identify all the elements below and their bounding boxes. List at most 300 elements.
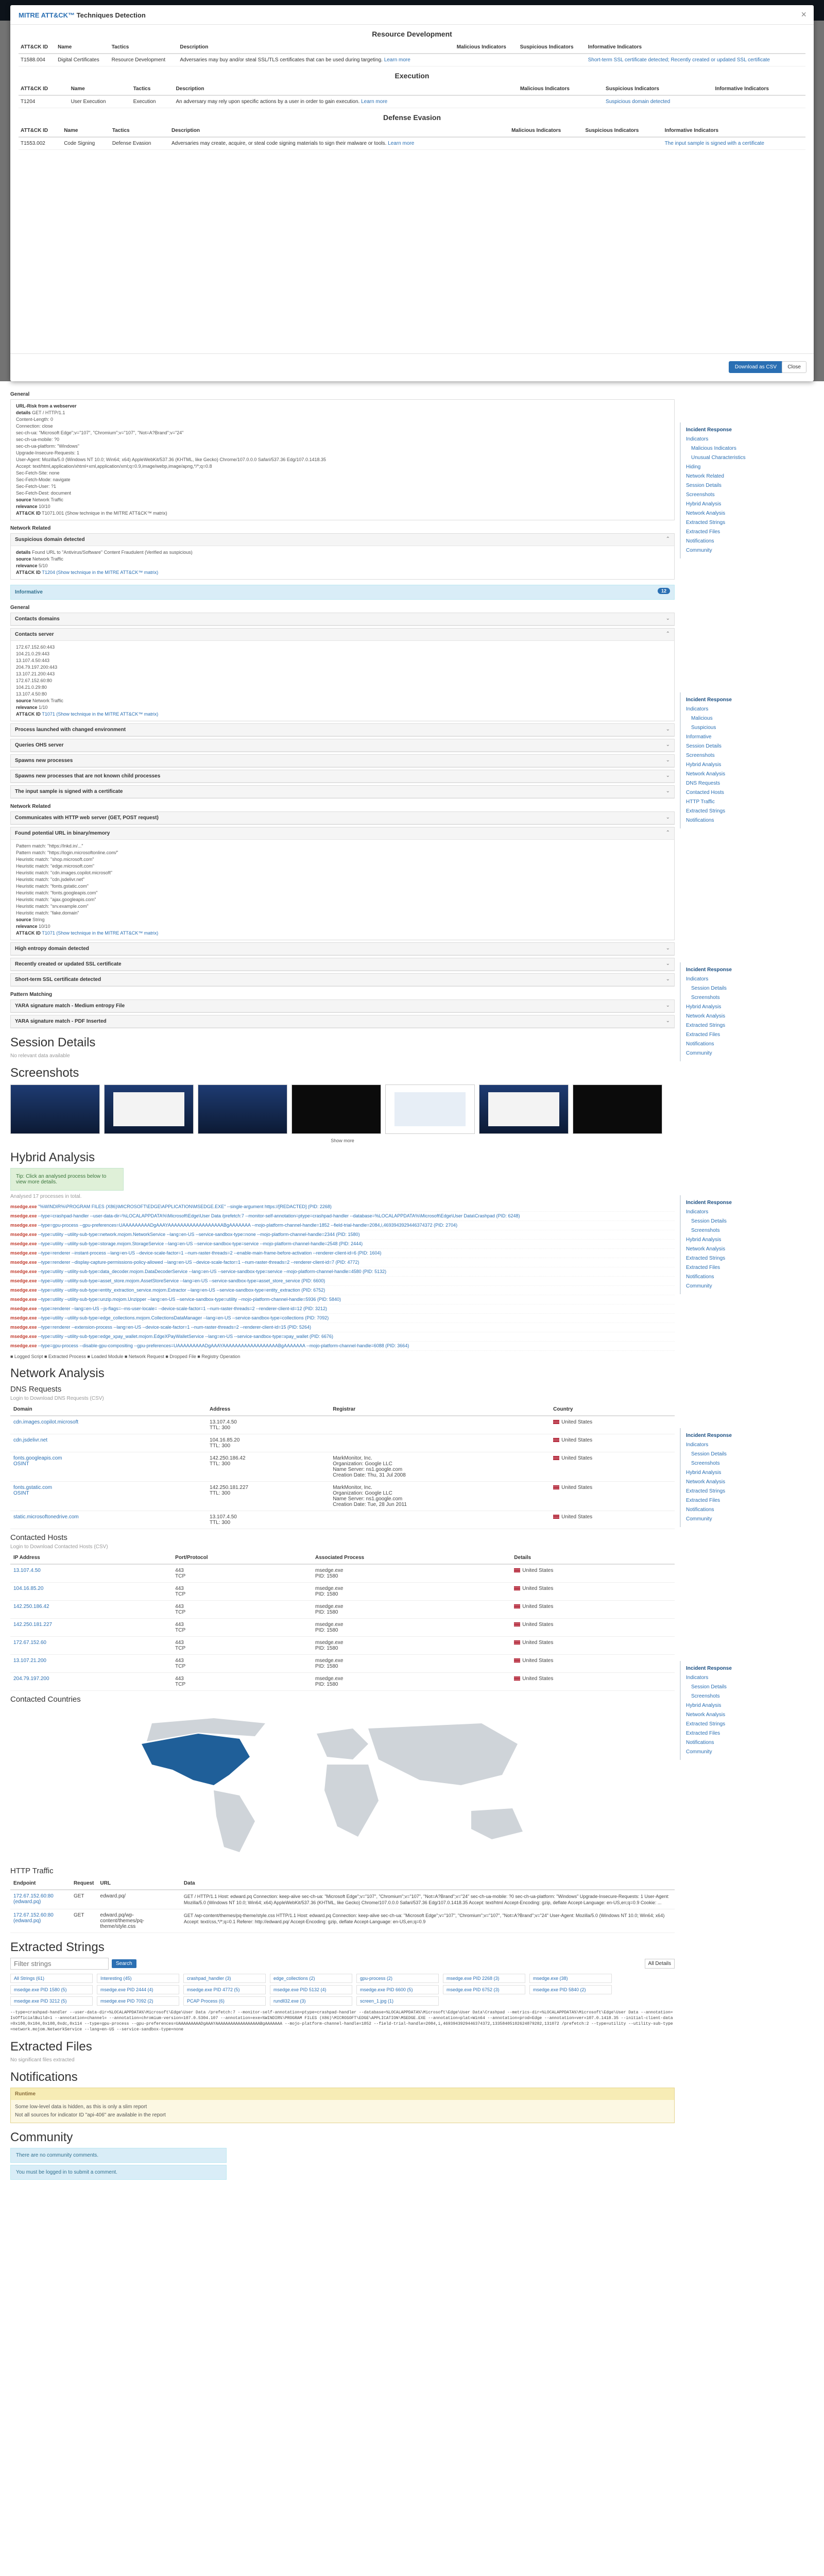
process-line[interactable]: [10, 1267, 675, 1277]
sidebar-nav-item[interactable]: Hiding: [686, 464, 701, 470]
table-cell[interactable]: 204.79.197.200: [10, 1673, 172, 1691]
technique-row: [19, 54, 805, 66]
flag-icon: [514, 1586, 520, 1590]
notification-line: Some low-level data is hidden, as this is only a slim report: [15, 2104, 147, 2110]
sidebar-nav-item[interactable]: Session Details: [691, 1218, 727, 1224]
session-empty: No relevant data available: [10, 1053, 70, 1059]
sidebar-nav-item[interactable]: Network Related: [686, 473, 724, 479]
sidebar-nav-item[interactable]: Session Details: [691, 986, 727, 991]
chevron-up-icon: ⌃: [665, 830, 670, 836]
server-ip: 13.107.21.200:443: [16, 671, 55, 676]
indicator-mal[interactable]: [509, 137, 583, 150]
process-line[interactable]: [10, 1314, 675, 1323]
process-name[interactable]: msedge.exe: [10, 1269, 37, 1274]
sidebar-nav-item[interactable]: Extracted Files: [686, 1265, 720, 1270]
process-line[interactable]: [10, 1286, 675, 1295]
general-row: Connection: close: [16, 423, 53, 429]
process-line[interactable]: [10, 1258, 675, 1267]
indicator-panel[interactable]: [10, 942, 675, 956]
string-chip[interactable]: All Strings (61): [10, 1974, 93, 1983]
sidebar-nav-item[interactable]: Indicators: [686, 1442, 709, 1448]
sidebar-nav-item[interactable]: Hybrid Analysis: [686, 1004, 722, 1010]
sidebar-nav-block: [680, 1661, 814, 1760]
table-cell: United States: [511, 1601, 675, 1619]
table-cell[interactable]: 172.67.152.60: [10, 1637, 172, 1655]
sidebar-nav-item[interactable]: Hybrid Analysis: [686, 1237, 722, 1243]
string-chip[interactable]: msedge.exe (38): [529, 1974, 612, 1983]
general-row: URL-Risk from a webserver: [16, 403, 77, 409]
sidebar-nav-item[interactable]: Extracted Files: [686, 1032, 720, 1038]
string-chip[interactable]: msedge.exe PID 6600 (5): [356, 1985, 439, 1994]
table-cell[interactable]: cdn.jsdelivr.net: [10, 1434, 207, 1452]
server-ip: 13.107.4.50:443: [16, 658, 50, 663]
table-cell: 142.250.186.42 TTL: 300: [207, 1452, 330, 1482]
fu-attck-link[interactable]: T1071 (Show technique in the MITRE ATT&CK™ matrix): [42, 930, 159, 936]
sidebar-nav-item[interactable]: Community: [686, 1749, 712, 1755]
learn-more-link[interactable]: Learn more: [384, 57, 410, 63]
url-match: Pattern match: "https://login.microsoftonline.com/": [16, 850, 118, 855]
sidebar-nav-item[interactable]: Notifications: [686, 818, 714, 823]
sidebar-nav-item[interactable]: Hybrid Analysis: [686, 762, 722, 768]
indicator-sus[interactable]: [583, 137, 662, 150]
sidebar-nav-item[interactable]: Extracted Strings: [686, 520, 726, 526]
sidebar-nav-item[interactable]: Contacted Hosts: [686, 790, 724, 795]
sidebar-nav-item[interactable]: Unusual Characteristics: [691, 455, 746, 461]
sidebar-nav-item[interactable]: Screenshots: [691, 995, 720, 1001]
table-header: Tactics: [110, 41, 178, 54]
learn-more-link[interactable]: Learn more: [388, 141, 415, 146]
chevron-down-icon: ⌄: [665, 945, 670, 951]
sidebar-nav-item[interactable]: Indicators: [686, 706, 709, 712]
sidebar-nav-item[interactable]: Malicious Indicators: [691, 446, 736, 451]
table-row: [10, 1482, 675, 1511]
process-cmd: --type=utility --utility-sub-type=entity_extraction_service.mojom.Extractor --lang=en-US --service-sandbox-type=entity_extraction (PID: 6752): [38, 1287, 325, 1293]
sidebar-nav-item[interactable]: Incident Response: [686, 1200, 732, 1206]
string-chip[interactable]: msedge.exe PID 7092 (2): [97, 1996, 179, 2006]
table-cell[interactable]: 172.67.152.60:80 (edward.pq): [10, 1909, 71, 1933]
sidebar-nav-item[interactable]: Indicators: [686, 436, 709, 442]
screenshot-thumb[interactable]: [291, 1084, 381, 1134]
table-cell: 443 TCP: [172, 1655, 312, 1673]
sidebar-nav-item[interactable]: Notifications: [686, 1274, 714, 1280]
indicator-title: Short-term SSL certificate detected: [15, 977, 101, 982]
url-match: Heuristic match: "srv.example.com": [16, 904, 89, 909]
table-row: [10, 1564, 675, 1583]
process-line[interactable]: [10, 1249, 675, 1258]
string-chip[interactable]: PCAP Process (6): [183, 1996, 266, 2006]
sidebar-nav-item[interactable]: Notifications: [686, 1740, 714, 1745]
informative-count-badge: 12: [658, 588, 670, 594]
notifications-title: Notifications: [10, 2070, 78, 2084]
dns-note[interactable]: Login to Download DNS Requests (CSV): [10, 1396, 104, 1401]
session-title: Session Details: [10, 1036, 96, 1049]
strings-title: Extracted Strings: [10, 1940, 105, 1954]
process-line[interactable]: [10, 1277, 675, 1286]
indicator-panel[interactable]: [10, 785, 675, 799]
indicator-panel[interactable]: [10, 1015, 675, 1028]
table-header: Details: [511, 1552, 675, 1564]
sidebar-nav-item[interactable]: Community: [686, 548, 712, 553]
technique-tactic: Execution: [131, 95, 174, 108]
close-icon[interactable]: ×: [801, 9, 806, 20]
process-name[interactable]: msedge.exe: [10, 1325, 37, 1330]
process-name[interactable]: msedge.exe: [10, 1297, 37, 1302]
table-cell: 142.250.181.227 TTL: 300: [207, 1482, 330, 1511]
string-chip[interactable]: edge_collections (2): [270, 1974, 352, 1983]
cs-attck-link[interactable]: T1071 (Show technique in the MITRE ATT&CK™ matrix): [42, 711, 159, 717]
sidebar-nav-item[interactable]: Network Analysis: [686, 771, 726, 777]
technique-tactic: Resource Development: [110, 54, 178, 66]
table-header: Tactics: [110, 125, 169, 137]
indicator-sus[interactable]: [518, 54, 586, 66]
process-line[interactable]: [10, 1202, 675, 1212]
sidebar-nav-item[interactable]: Suspicious: [691, 725, 716, 731]
string-chip[interactable]: screen_1.jpg (1): [356, 1996, 439, 2006]
url-match: Heuristic match: "fake.domain": [16, 910, 79, 916]
process-line[interactable]: [10, 1212, 675, 1221]
suspicious-domain-panel[interactable]: Suspicious domain detected ⌃ details Found URL to "Antivirus/Software" Content Fraudulent (Verified as suspicious) source Network Traffic relevance 5/10 ATT&CK ID T1204 (Show technique in the MITRE ATT&CK™ matrix): [10, 533, 675, 580]
table-header: Data: [181, 1877, 675, 1890]
sidebar-nav-item[interactable]: Session Details: [691, 1451, 727, 1457]
learn-more-link[interactable]: Learn more: [361, 99, 388, 105]
technique-table: [19, 125, 805, 150]
indicator-title: High entropy domain detected: [15, 946, 89, 952]
process-name[interactable]: msedge.exe: [10, 1343, 37, 1348]
sidebar-nav-item[interactable]: Indicators: [686, 1675, 709, 1681]
sidebar-nav-item[interactable]: Screenshots: [686, 753, 715, 758]
string-chip[interactable]: msedge.exe PID 6752 (3): [443, 1985, 525, 1994]
sidebar-nav-item[interactable]: Community: [686, 1050, 712, 1056]
table-header: Description: [174, 83, 518, 95]
sidebar-nav-item[interactable]: Hybrid Analysis: [686, 1703, 722, 1708]
sidebar-nav-item[interactable]: Incident Response: [686, 697, 732, 703]
process-line[interactable]: [10, 1304, 675, 1314]
server-ip: 13.107.4.50:80: [16, 691, 47, 697]
indicator-info[interactable]: Short-term SSL certificate detected; Recently created or updated SSL certificate: [586, 54, 805, 66]
network-group-title: Network Related: [10, 526, 51, 531]
sidebar-nav-item[interactable]: Notifications: [686, 1041, 714, 1047]
server-ip: 204.79.197.200:443: [16, 665, 58, 670]
process-name[interactable]: msedge.exe: [10, 1223, 37, 1228]
sidebar-nav-item[interactable]: HTTP Traffic: [686, 799, 715, 805]
sidebar-nav-block: [680, 1428, 814, 1527]
table-header: Suspicious Indicators: [583, 125, 662, 137]
table-header: Suspicious Indicators: [604, 83, 713, 95]
process-line[interactable]: [10, 1332, 675, 1342]
process-legend: ■ Logged Script ■ Extracted Process ■ Loaded Module ■ Network Request ■ Dropped File ■ Registry Operation: [10, 1354, 241, 1359]
general2-title: General: [10, 605, 30, 611]
dns-title: DNS Requests: [10, 1385, 62, 1394]
sidebar-nav-item[interactable]: Network Analysis: [686, 1712, 726, 1718]
close-button[interactable]: Close: [782, 361, 806, 373]
sidebar-nav-item[interactable]: Extracted Strings: [686, 1023, 726, 1028]
process-name[interactable]: msedge.exe: [10, 1334, 37, 1339]
sidebar-nav-item[interactable]: DNS Requests: [686, 781, 720, 786]
indicator-info[interactable]: [713, 95, 805, 108]
process-cmd: --type=utility --utility-sub-type=network.mojom.NetworkService --lang=en-US --service-sandbox-type=none --mojo-platform-channel-handle=2344 (PID: 1580): [38, 1232, 360, 1237]
indicator-panel[interactable]: [10, 973, 675, 987]
process-name[interactable]: msedge.exe: [10, 1315, 37, 1320]
process-name[interactable]: msedge.exe: [10, 1278, 37, 1283]
sidebar-nav-item[interactable]: Extracted Files: [686, 529, 720, 535]
indicator-mal[interactable]: [518, 95, 604, 108]
contacts-domains-panel[interactable]: Contacts domains ⌄: [10, 613, 675, 626]
string-chip[interactable]: gpu-process (2): [356, 1974, 439, 1983]
table-row: [10, 1619, 675, 1637]
technique-row: [19, 95, 805, 108]
sidebar-nav-item[interactable]: Screenshots: [691, 1693, 720, 1699]
http-requested-panel[interactable]: Communicates with HTTP web server (GET, POST request) ⌄: [10, 811, 675, 825]
screenshot-thumb[interactable]: [104, 1084, 194, 1134]
sidebar-nav-block: [680, 962, 814, 1061]
indicator-panel[interactable]: [10, 770, 675, 783]
table-header: ATT&CK ID: [19, 41, 56, 54]
sidebar-nav-item[interactable]: Indicators: [686, 976, 709, 982]
table-row: [10, 1583, 675, 1601]
table-header: Informative Indicators: [663, 125, 805, 137]
sidebar-nav-item[interactable]: Incident Response: [686, 967, 732, 973]
general-row: Sec-Fetch-User: ?1: [16, 484, 57, 489]
network-title: Network Analysis: [10, 1366, 105, 1380]
table-cell: United States: [550, 1511, 675, 1529]
tactic-section: [19, 108, 805, 150]
sidebar-nav-item[interactable]: Indicators: [686, 1209, 709, 1215]
indicator-panel[interactable]: [10, 723, 675, 737]
process-line[interactable]: [10, 1323, 675, 1332]
table-cell[interactable]: 13.107.21.200: [10, 1655, 172, 1673]
general-row: User-Agent: Mozilla/5.0 (Windows NT 10.0; Win64; x64) AppleWebKit/537.36 (KHTML, like Gecko) Chrome/107.0.0.0 Safari/537.36 Edg/107.0.1418.35: [16, 457, 326, 462]
contacts-server-panel[interactable]: Contacts server ⌃ 172.67.152.60:443 104.21.0.29:443 13.107.4.50:443 204.79.197.200:443 13.107.21.200:443 172.67.152.60:80 104.21.0.29:80 13.107.4.50:80 source Network Traffic relevance 1/10 ATT&CK ID T1071 (Show technique in the MITRE ATT&CK™ matrix): [10, 628, 675, 721]
table-header: Description: [169, 125, 509, 137]
chevron-down-icon: ⌄: [665, 1018, 670, 1024]
process-cmd: --type=renderer --extension-process --lang=en-US --device-scale-factor=1 --num-raster-threads=2 --renderer-client-id=15 (PID: 5264): [38, 1325, 312, 1330]
string-chip[interactable]: crashpad_handler (3): [183, 1974, 266, 1983]
process-cmd: --type=utility --utility-sub-type=edge_xpay_wallet.mojom.EdgeXPayWalletService --lang=en-US --service-sandbox-type=xpay_wallet (PID: 6676): [38, 1334, 333, 1339]
general-row: source Network Traffic: [16, 497, 63, 502]
runtime-header[interactable]: Runtime: [11, 2088, 674, 2100]
table-cell[interactable]: static.microsoftonedrive.com: [10, 1511, 207, 1529]
process-cmd: --type=renderer --display-capture-permissions-policy-allowed --lang=en-US --device-scale-factor=1 --num-raster-threads=2 --renderer-client-id=7 (PID: 4772): [38, 1260, 359, 1265]
table-cell[interactable]: 142.250.186.42: [10, 1601, 172, 1619]
table-cell: GET / HTTP/1.1 Host: edward.pq Connection: keep-alive sec-ch-ua: "Microsoft Edge";v="107", "Chromium";v="107", "Not=A?Brand";v="24" sec-ch-ua-mobile: ?0 sec-ch-ua-platform: "Windows" Upgrade-Insecure-Requests: 1 User-Agent: Mozilla/5.0 (Windows NT 10.0; Win64; x64) AppleWebKit/537.36 (KHTML, like Gecko) Chrome/107.0.0.0 Safari/537.36 Edg/107.0.1418.35 Accept: text/html Accept-Encoding: gzip, deflate Accept-Language: en-US,en;q=0.9 Cookie: ...: [181, 1890, 675, 1909]
table-header: Associated Process: [312, 1552, 511, 1564]
process-name[interactable]: msedge.exe: [10, 1232, 37, 1237]
sd-details: Found URL to "Antivirus/Software" Content Fraudulent (Verified as suspicious): [32, 550, 193, 555]
sidebar-nav-item[interactable]: Extracted Strings: [686, 1256, 726, 1261]
sidebar-nav-item[interactable]: Malicious: [691, 716, 713, 721]
sidebar-nav-item[interactable]: Extracted Strings: [686, 1488, 726, 1494]
chevron-down-icon: ⌄: [665, 616, 670, 621]
screenshot-thumb[interactable]: [479, 1084, 569, 1134]
indicator-title: YARA signature match - PDF Inserted: [15, 1019, 107, 1024]
flag-icon: [553, 1438, 559, 1442]
sd-relevance: 5/10: [39, 563, 48, 568]
screenshot-thumb[interactable]: [385, 1084, 475, 1134]
table-header: ATT&CK ID: [19, 125, 62, 137]
indicator-info[interactable]: The input sample is signed with a certificate: [663, 137, 805, 150]
technique-table: [19, 83, 805, 108]
suspicious-domain-header[interactable]: Suspicious domain detected ⌃: [11, 534, 674, 546]
general-panel[interactable]: [10, 399, 675, 520]
sidebar-nav-item[interactable]: Extracted Files: [686, 1498, 720, 1503]
table-header: Informative Indicators: [586, 41, 805, 54]
string-chip[interactable]: msedge.exe PID 2444 (4): [97, 1985, 179, 1994]
flag-icon: [553, 1420, 559, 1424]
modal-title: MITRE ATT&CK™ Techniques Detection: [10, 5, 814, 25]
hosts-table: [10, 1552, 675, 1691]
sidebar-nav-item[interactable]: Session Details: [691, 1684, 727, 1690]
table-cell: United States: [550, 1416, 675, 1434]
table-row: [10, 1601, 675, 1619]
string-chip[interactable]: Interesting (45): [97, 1974, 179, 1983]
table-header: Registrar: [330, 1403, 550, 1416]
tactic-title: Execution: [394, 72, 430, 80]
table-cell[interactable]: fonts.gstatic.com OSINT: [10, 1482, 207, 1511]
sidebar-nav-item[interactable]: Network Analysis: [686, 1246, 726, 1252]
table-cell: United States: [511, 1564, 675, 1583]
strings-search-button[interactable]: Search: [112, 1959, 136, 1968]
technique-description: Adversaries may buy and/or steal SSL/TLS certificates that can be used during targeting. Learn more: [178, 54, 454, 66]
table-header: Name: [62, 125, 110, 137]
strings-show-select[interactable]: All Details: [645, 1959, 675, 1969]
mitre-link[interactable]: MITRE ATT&CK™: [19, 11, 75, 19]
table-cell[interactable]: fonts.googleapis.com OSINT: [10, 1452, 207, 1482]
sidebar-nav-item[interactable]: Notifications: [686, 1507, 714, 1513]
string-chip[interactable]: msedge.exe PID 4772 (5): [183, 1985, 266, 1994]
string-chip[interactable]: msedge.exe PID 5840 (2): [529, 1985, 612, 1994]
string-chip[interactable]: msedge.exe PID 5132 (4): [270, 1985, 352, 1994]
screenshot-thumb[interactable]: [573, 1084, 662, 1134]
sidebar-nav-item[interactable]: Hybrid Analysis: [686, 501, 722, 507]
table-cell: 443 TCP: [172, 1673, 312, 1691]
dns-table: [10, 1403, 675, 1529]
table-cell: msedge.exe PID: 1580: [312, 1619, 511, 1637]
sidebar-nav-item[interactable]: Session Details: [686, 483, 722, 488]
indicator-panel[interactable]: [10, 958, 675, 971]
process-line[interactable]: [10, 1240, 675, 1249]
table-cell: msedge.exe PID: 1580: [312, 1637, 511, 1655]
flag-icon: [514, 1676, 520, 1681]
process-line[interactable]: [10, 1295, 675, 1304]
screenshots-title: Screenshots: [10, 1066, 79, 1080]
runtime-notification: [10, 2088, 675, 2123]
table-row: [10, 1890, 675, 1909]
indicator-sus[interactable]: Suspicious domain detected: [604, 95, 713, 108]
general-row: Upgrade-Insecure-Requests: 1: [16, 450, 80, 455]
table-row: [10, 1434, 675, 1452]
process-line[interactable]: [10, 1221, 675, 1230]
technique-tech: User Execution: [69, 95, 131, 108]
technique-tech: Digital Certificates: [56, 54, 110, 66]
table-cell: GET: [71, 1909, 97, 1933]
sidebar-nav-item[interactable]: Community: [686, 1516, 712, 1522]
strings-blob: --type=crashpad-handler --user-data-dir=%LOCALAPPDATA%\Microsoft\Edge\User Data /prefetch:7 --monitor-self-annotation=ptype=crashpad-handler --database=%LOCALAPPDATA%\Microsoft\Edge\User Data\Crashpad --metrics-dir=%LOCALAPPDATA%\Microsoft\Edge\User Data --annotation=IsOfficialBuild=1 --annotation=channel= --annotation=chromium-version=107.0.5304.107 --annotation=exe=%WINDIR%\PROGRAM FILES (X86)\MICROSOFT\EDGE\APPLICATION\MSEDGE.EXE --annotation=plat=Win64 --annotation=prod=Edge --annotation=ver=107.0.1418.35 --initial-client-data=0x100,0x104,0x108,0xdc,0x114 --type=gpu-process --gpu-preferences=UAAAAAAAAADgAAAYAAAAAAAAAAAAAAAAAABgAAAAAAA --mojo-platform-channel-handle=1852 --field-trial-handle=2084,i,4693943929446374372,13358405102624879282,131072 /prefetch:2 --type=utility --utility-sub-type=network.mojom.NetworkService --lang=en-US --service-sandbox-type=none: [10, 2010, 673, 2032]
strings-filter-input[interactable]: [10, 1958, 109, 1970]
sidebar-nav-item[interactable]: Screenshots: [691, 1461, 720, 1466]
process-name[interactable]: msedge.exe: [10, 1250, 37, 1256]
sidebar-nav-item[interactable]: Informative: [686, 734, 712, 740]
table-cell[interactable]: cdn.images.copilot.microsoft: [10, 1416, 207, 1434]
process-line[interactable]: [10, 1342, 675, 1351]
found-url-panel[interactable]: Found potential URL in binary/memory ⌃ Pattern match: "https://lnkd.in/..." Pattern match: "https://login.microsoftonline.com/" Heuristic match: "shop.microsoft.com" Heuristic match: "edge.microsoft.com" Heuristic match: "cdn.images.copilot.microsoft" Heuristic match: "cdn.jsdelivr.net" Heuristic match: "fonts.gstatic.com" Heuristic match: "fonts.googleapis.com" Heuristic match: "ajax.googleapis.com" Heuristic match: "srv.example.com" Heuristic match: "fake.domain" source String relevance 10/10 ATT&CK ID T1071 (Show technique in the MITRE ATT&CK™ matrix): [10, 827, 675, 940]
indicator-title: Queries OHS server: [15, 742, 64, 748]
sidebar-nav-item[interactable]: Incident Response: [686, 1433, 732, 1438]
process-line[interactable]: [10, 1230, 675, 1240]
files-title: Extracted Files: [10, 2040, 92, 2054]
string-chip[interactable]: rundll32.exe (3): [270, 1996, 352, 2006]
screenshot-thumb[interactable]: [10, 1084, 100, 1134]
url-match: Heuristic match: "edge.microsoft.com": [16, 863, 94, 869]
table-cell[interactable]: 13.107.4.50: [10, 1564, 172, 1583]
url-match: Heuristic match: "fonts.gstatic.com": [16, 884, 89, 889]
table-header: Malicious Indicators: [509, 125, 583, 137]
table-row: [10, 1416, 675, 1434]
flag-icon: [553, 1456, 559, 1460]
process-name[interactable]: msedge.exe: [10, 1306, 37, 1311]
sidebar-nav-item[interactable]: Network Analysis: [686, 1479, 726, 1485]
sidebar-nav-item[interactable]: Extracted Files: [686, 1731, 720, 1736]
table-header: Malicious Indicators: [518, 83, 604, 95]
tactic-section: [19, 66, 805, 108]
screenshot-thumb[interactable]: [198, 1084, 287, 1134]
table-cell[interactable]: 104.16.85.20: [10, 1583, 172, 1601]
string-chip[interactable]: msedge.exe PID 3212 (5): [10, 1996, 93, 2006]
sd-attck-link[interactable]: T1204 (Show technique in the MITRE ATT&CK™ matrix): [42, 570, 159, 575]
string-chip[interactable]: msedge.exe PID 2268 (3): [443, 1974, 525, 1983]
technique-tactic: Defense Evasion: [110, 137, 169, 150]
indicator-mal[interactable]: [455, 54, 518, 66]
indicator-title: Recently created or updated SSL certificate: [15, 961, 122, 967]
sidebar-nav-item[interactable]: Incident Response: [686, 427, 732, 433]
technique-row: [19, 137, 805, 150]
pattern-title: Pattern Matching: [10, 992, 53, 997]
hosts-note[interactable]: Login to Download Contacted Hosts (CSV): [10, 1544, 108, 1550]
sidebar-nav-item[interactable]: Extracted Strings: [686, 1721, 726, 1727]
process-name[interactable]: msedge.exe: [10, 1241, 37, 1246]
string-chip[interactable]: msedge.exe PID 1580 (5): [10, 1985, 93, 1994]
table-cell[interactable]: 172.67.152.60:80 (edward.pq): [10, 1890, 71, 1909]
sidebar-nav-block: [680, 422, 814, 558]
sidebar-nav-item[interactable]: Notifications: [686, 538, 714, 544]
general-row: details GET / HTTP/1.1: [16, 410, 65, 415]
sidebar-nav-item[interactable]: Incident Response: [686, 1666, 732, 1671]
sidebar-nav-item[interactable]: Screenshots: [691, 1228, 720, 1233]
sidebar-nav-item[interactable]: Extracted Strings: [686, 808, 726, 814]
process-name[interactable]: msedge.exe: [10, 1204, 37, 1209]
indicator-panel[interactable]: [10, 739, 675, 752]
sidebar-nav-item[interactable]: Network Analysis: [686, 511, 726, 516]
indicator-title: Spawns new processes: [15, 758, 73, 764]
indicator-panel[interactable]: [10, 754, 675, 768]
download-csv-button[interactable]: Download as CSV: [729, 361, 783, 373]
general-row: Sec-Fetch-Site: none: [16, 470, 60, 476]
indicator-panel[interactable]: [10, 999, 675, 1013]
sidebar-nav-block: [680, 1195, 814, 1294]
sidebar-nav-item[interactable]: Screenshots: [686, 492, 715, 498]
flag-icon: [553, 1515, 559, 1519]
process-name[interactable]: msedge.exe: [10, 1260, 37, 1265]
sidebar-nav-item[interactable]: Hybrid Analysis: [686, 1470, 722, 1476]
process-name[interactable]: msedge.exe: [10, 1287, 37, 1293]
table-row: [10, 1511, 675, 1529]
show-more-button[interactable]: Show more: [331, 1138, 354, 1143]
table-cell[interactable]: 142.250.181.227: [10, 1619, 172, 1637]
informative-bar[interactable]: Informative 12: [10, 585, 675, 600]
sidebar-nav-item[interactable]: Community: [686, 1283, 712, 1289]
process-name[interactable]: msedge.exe: [10, 1213, 37, 1218]
sidebar-nav-item[interactable]: Session Details: [686, 743, 722, 749]
sidebar-nav-item[interactable]: Network Analysis: [686, 1013, 726, 1019]
